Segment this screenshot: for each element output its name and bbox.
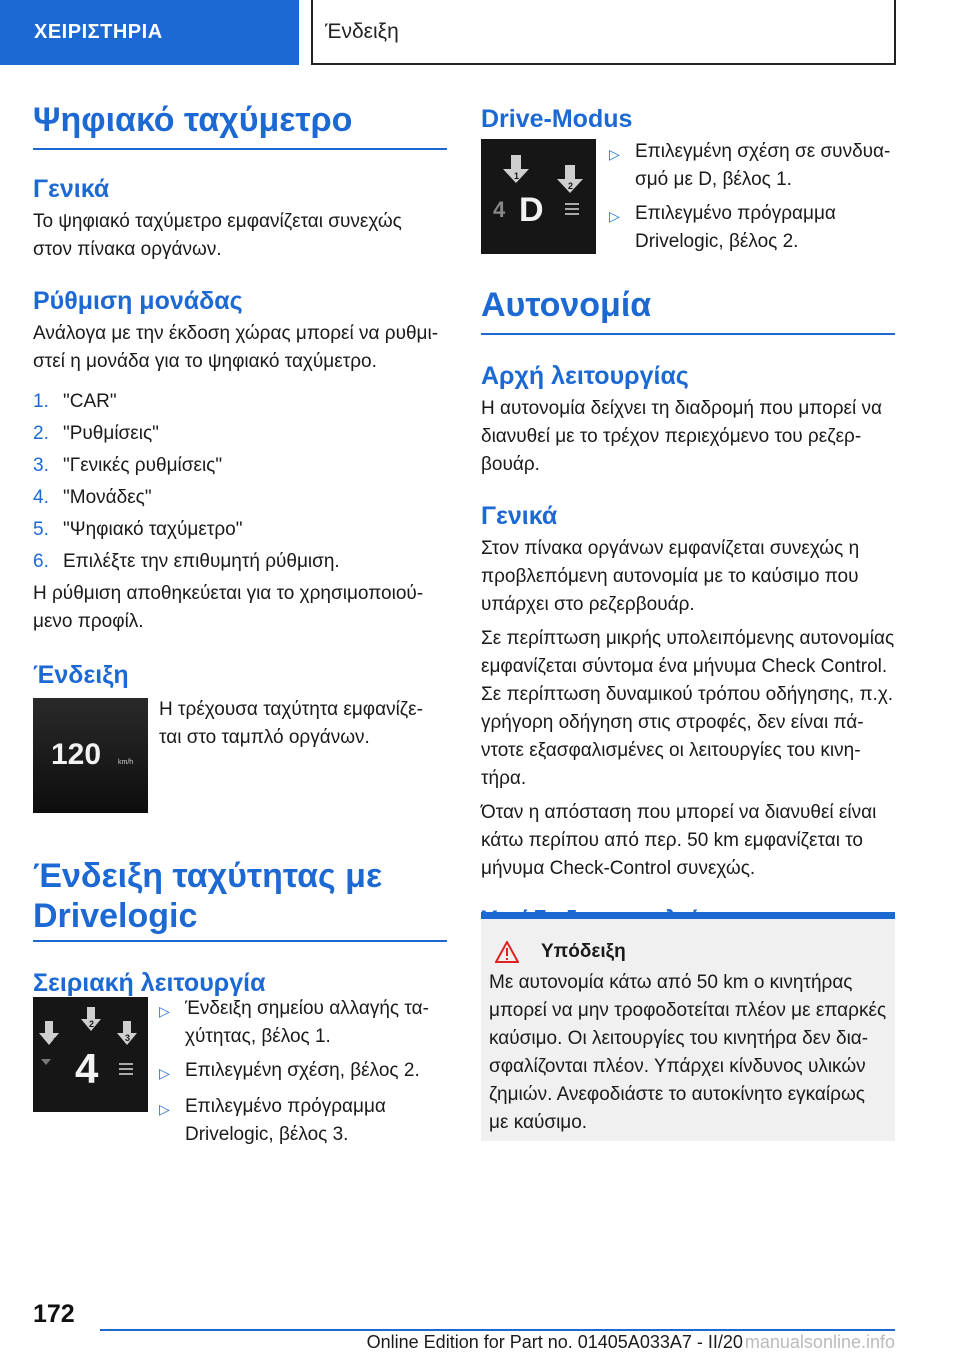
range-title: Αυτονομία <box>481 286 652 324</box>
step-number: 1. <box>33 391 49 412</box>
text-line: Ανάλογα με την έκδοση χώρας μπορεί να ρυθμι- <box>33 323 439 344</box>
right-column <box>481 285 895 935</box>
warning-header <box>495 941 895 963</box>
left-gear: 4 <box>493 197 506 222</box>
step-text: "CAR" <box>63 391 117 412</box>
drive-display-graphic <box>481 139 596 254</box>
left-column <box>33 100 447 690</box>
text-line: Επιλεγμένη σχέση σε συνδυα- <box>635 141 891 162</box>
sequential-mode-image <box>33 997 148 1112</box>
text-line: ντοτε εξασφαλισμένες οι λειτουργίες του κινη- <box>481 740 861 761</box>
display-text <box>159 696 449 752</box>
list-item <box>159 995 449 1051</box>
general-paragraph-1 <box>481 535 895 619</box>
list-item <box>33 386 447 418</box>
text-line: Επιλεγμένο πρόγραμμα <box>635 203 836 224</box>
text-line: τήρα. <box>481 768 527 789</box>
steps-list <box>33 386 447 578</box>
footer-rule <box>100 1329 895 1331</box>
bullet-triangle-icon: ▷ <box>609 146 620 162</box>
warning-box <box>481 912 895 1141</box>
unit-heading: Ρύθμιση μονάδας <box>33 287 243 315</box>
text-line: διανυθεί με το τρέχον περιεχόμενο του ρεζερ- <box>481 426 862 447</box>
title-rule <box>33 148 447 150</box>
selected-gear: 4 <box>75 1045 99 1092</box>
list-item <box>609 200 899 256</box>
text-line: Ένδειξη σημείου αλλαγής τα- <box>185 998 429 1019</box>
list-item <box>159 1093 449 1149</box>
text-line: Το ψηφιακό ταχύμετρο εμφανίζεται συνεχώς <box>33 211 402 232</box>
watermark-text: manualsonline.info <box>744 1332 895 1352</box>
sequential-heading: Σειριακή λειτουργία <box>33 969 266 997</box>
text-line: Η ρύθμιση αποθηκεύεται για το χρησιμοποιού- <box>33 583 424 604</box>
text-line: υπάρχει στο ρεζερβουάρ. <box>481 594 695 615</box>
section-tab[interactable] <box>0 0 299 65</box>
arrow-label: 2 <box>568 181 574 191</box>
arrow-label: 1 <box>514 171 520 181</box>
text-line: Σε περίπτωση δυναμικού τρόπου οδήγησης, π.χ. <box>481 684 894 705</box>
drivelogic-title <box>33 856 447 936</box>
text-line: βουάρ. <box>481 454 540 475</box>
text-line: ζημιών. Ανεφοδιάστε το αυτοκίνητο εγκαίρως <box>489 1084 865 1105</box>
text-line: εμφανίζεται σύντομα ένα μήνυμα Check Control. <box>481 656 888 677</box>
general-heading-right: Γενικά <box>481 502 558 530</box>
text-line: στον πίνακα οργάνων. <box>33 239 222 260</box>
program-bars-icon <box>565 203 579 215</box>
text-line: ται στο ταμπλό οργάνων. <box>159 727 370 748</box>
list-item <box>33 514 447 546</box>
title-rule <box>33 940 447 942</box>
step-text: "Γενικές ρυθμίσεις" <box>63 455 223 476</box>
list-item <box>33 450 447 482</box>
section-header-label: Ένδειξη <box>325 19 399 43</box>
step-text: Επιλέξτε την επιθυμητή ρύθμιση. <box>63 551 340 572</box>
drive-modus-heading: Drive-Modus <box>481 105 633 133</box>
text-line: Σε περίπτωση μικρής υπολειπόμενης αυτονομίας <box>481 628 895 649</box>
text-line: Επιλεγμένη σχέση, βέλος 2. <box>185 1060 420 1081</box>
warning-text <box>489 969 889 1137</box>
step-number: 6. <box>33 551 49 572</box>
text-line: στεί η μονάδα για το ψηφιακό ταχύμετρο. <box>33 351 377 372</box>
drive-bullets <box>609 138 899 262</box>
page-number: 172 <box>33 1300 75 1328</box>
text-line: Επιλεγμένο πρόγραμμα <box>185 1096 386 1117</box>
text-line: χύτητας, βέλος 1. <box>185 1026 331 1047</box>
selected-gear: D <box>519 191 544 229</box>
list-item <box>609 138 899 194</box>
title-line: Ένδειξη ταχύτητας με <box>33 857 383 895</box>
text-line: Η αυτονομία δείχνει τη διαδρομή που μπορεί να <box>481 398 882 419</box>
list-item <box>33 546 447 578</box>
step-number: 3. <box>33 455 49 476</box>
list-item <box>33 482 447 514</box>
general-paragraph-3 <box>481 799 895 883</box>
list-item <box>159 1057 449 1087</box>
bullet-triangle-icon: ▷ <box>609 208 620 224</box>
text-line: Με αυτονομία κάτω από 50 km ο κινητήρας <box>489 972 853 993</box>
text-line: σφαλίζονται πλέον. Υπάρχει κίνδυνος υλικών <box>489 1056 866 1077</box>
speed-value: 120 <box>51 738 102 771</box>
text-line: κάτω περίπου από περ. 50 km εμφανίζεται το <box>481 830 864 851</box>
general-text <box>33 208 447 264</box>
digital-speed-image <box>33 698 148 813</box>
drivelogic-section <box>33 856 447 998</box>
text-line: Drivelogic, βέλος 3. <box>185 1124 349 1145</box>
step-text: "Μονάδες" <box>63 487 152 508</box>
text-line: μήνυμα Check-Control συνεχώς. <box>481 858 756 879</box>
section-header-box <box>311 0 896 65</box>
step-number: 2. <box>33 423 49 444</box>
arrow-label: 3 <box>125 1033 131 1043</box>
steps-note <box>33 580 447 636</box>
speed-unit: km/h <box>118 759 134 766</box>
edition-label: Online Edition for Part no. 01405A033A7 - II/20 <box>366 1332 743 1352</box>
text-line: Όταν η απόσταση που μπορεί να διανυθεί είναι <box>481 802 877 823</box>
principle-text <box>481 395 895 479</box>
text-line: μπορεί να μην τροφοδοτείται πλέον με επαρκές <box>489 1000 887 1021</box>
text-line: μενο προφίλ. <box>33 611 144 632</box>
text-line: προβλεπόμενη αυτονομία με το καύσιμο που <box>481 566 859 587</box>
step-number: 5. <box>33 519 49 540</box>
speed-display-graphic <box>33 698 148 813</box>
program-bars-icon <box>119 1063 133 1075</box>
text-line: Στον πίνακα οργάνων εμφανίζεται συνεχώς η <box>481 538 860 559</box>
text-line: γρήγορη οδήγηση στις στροφές, δεν είναι πά- <box>481 712 864 733</box>
edition-text <box>100 1332 895 1353</box>
unit-text <box>33 320 447 376</box>
step-number: 4. <box>33 487 49 508</box>
bullet-triangle-icon: ▷ <box>159 1101 170 1117</box>
text-line: σμό με D, βέλος 1. <box>635 169 792 190</box>
section-tab-label: ΧΕΙΡΙΣΤΗΡΙΑ <box>34 21 163 43</box>
arrow-label: 2 <box>89 1019 95 1029</box>
warning-title: Υπόδειξη <box>541 941 626 962</box>
text-line: με καύσιμο. <box>489 1112 588 1133</box>
text-line: Η τρέχουσα ταχύτητα εμφανίζε- <box>159 699 423 720</box>
sequential-bullets <box>159 995 449 1155</box>
principle-heading: Αρχή λειτουργίας <box>481 362 689 390</box>
bullet-triangle-icon: ▷ <box>159 1003 170 1019</box>
general-paragraph-2 <box>481 625 895 793</box>
text-line: Drivelogic, βέλος 2. <box>635 231 799 252</box>
title-rule <box>481 333 895 335</box>
step-text: "Ρυθμίσεις" <box>63 423 159 444</box>
text-line: καύσιμο. Οι λειτουργίες του κινητήρα δεν δια- <box>489 1028 869 1049</box>
list-item <box>33 418 447 450</box>
display-heading: Ένδειξη <box>33 661 129 689</box>
drive-mode-image <box>481 139 596 254</box>
title-line: Drivelogic <box>33 897 198 935</box>
arrow-label: 1 <box>53 1036 59 1046</box>
general-heading: Γενικά <box>33 175 110 203</box>
bullet-triangle-icon: ▷ <box>159 1065 170 1081</box>
warning-triangle-icon <box>495 941 519 963</box>
step-text: "Ψηφιακό ταχύμετρο" <box>63 519 243 540</box>
gear-display-graphic <box>33 997 148 1112</box>
page-title: Ψηφιακό ταχύμετρο <box>33 101 353 139</box>
